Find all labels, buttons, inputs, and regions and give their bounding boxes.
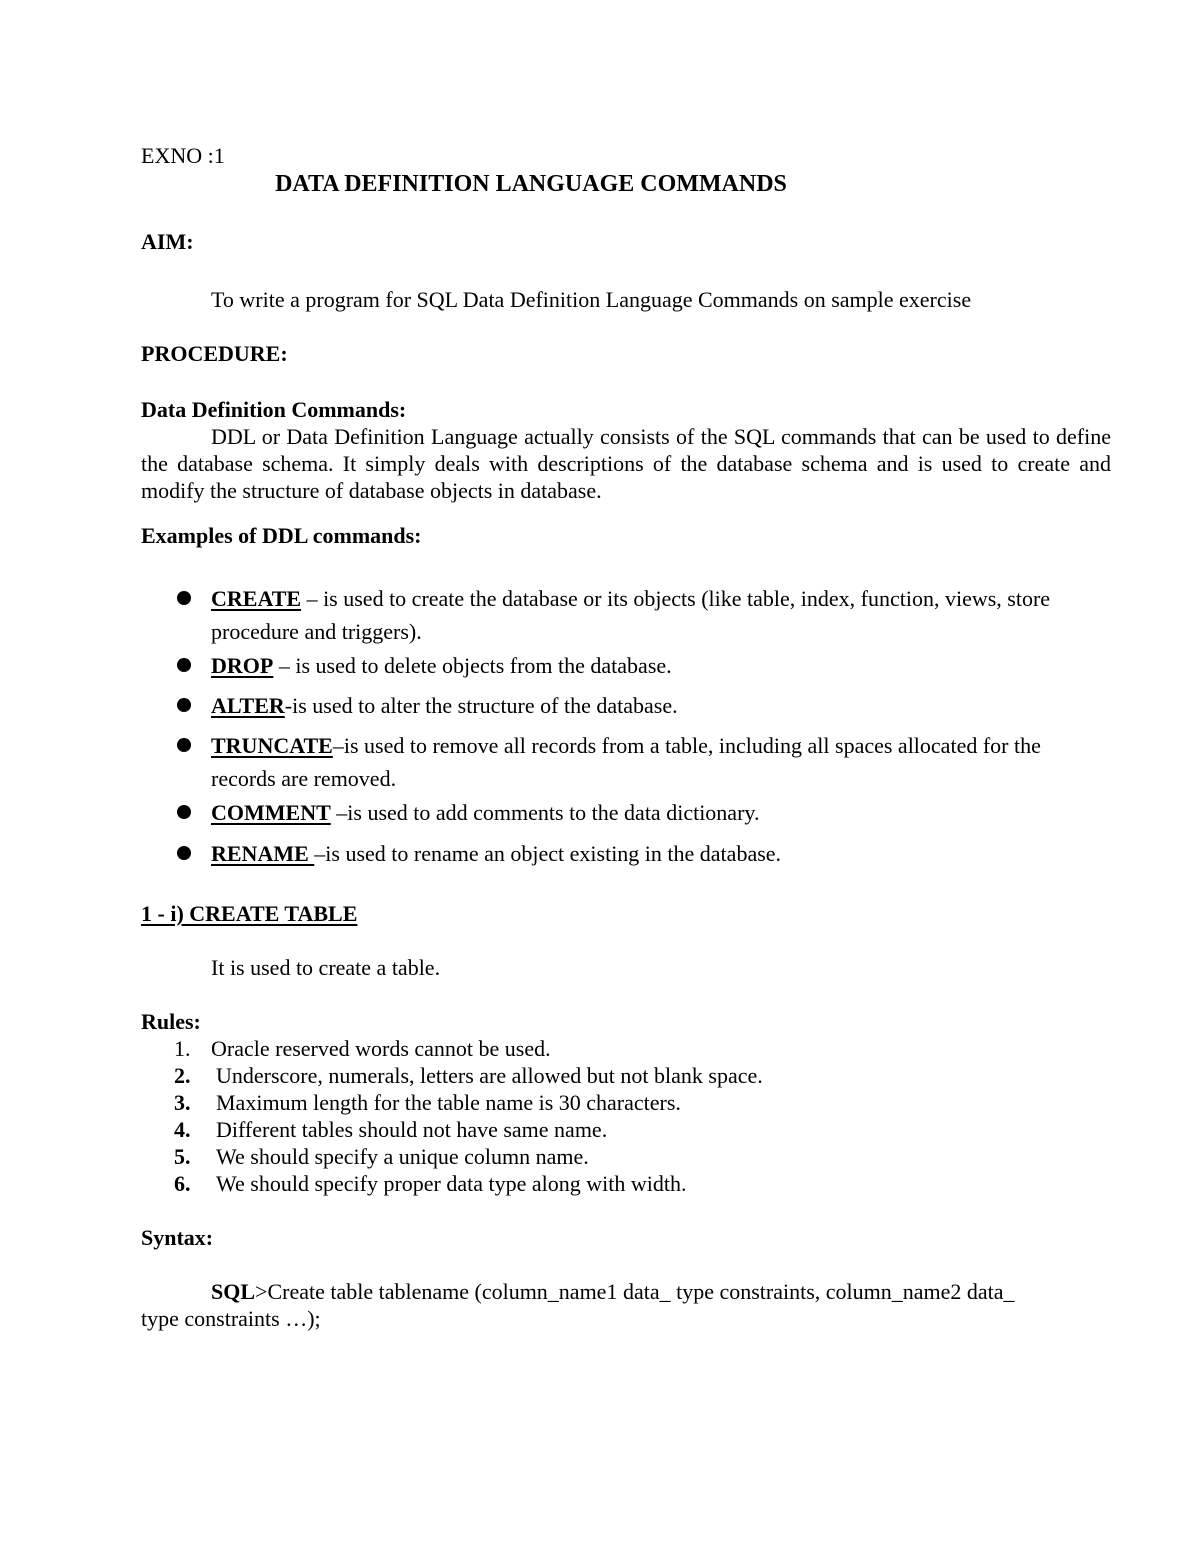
command-term: RENAME [211,841,315,866]
aim-text: To write a program for SQL Data Definition Language Commands on sample exercise [211,287,972,312]
ddc-heading: Data Definition Commands: [141,397,407,422]
create-table-heading: 1 - i) CREATE TABLE [141,901,358,926]
list-item [211,649,1111,682]
rule-text: We should specify proper data type along with width. [216,1171,687,1196]
list-item [211,796,1111,829]
rules-heading: Rules: [141,1009,201,1034]
command-term: TRUNCATE [211,733,333,758]
syntax-line-2: type constraints …); [141,1306,321,1331]
command-desc: – is used to create the database or its objects (like table, index, function, views, store procedure and triggers). [211,586,1051,644]
bullet-icon [177,698,191,712]
list-item [211,582,1111,648]
rule-text: Maximum length for the table name is 30 characters. [216,1090,681,1115]
command-desc: – is used to delete objects from the database. [273,653,672,678]
command-desc: -is used to alter the structure of the database. [284,693,678,718]
rule-text: Different tables should not have same name. [216,1117,608,1142]
list-item [211,689,1111,722]
bullet-icon [177,658,191,672]
command-term: COMMENT [211,800,331,825]
command-term: ALTER [211,693,285,718]
create-table-text: It is used to create a table. [211,955,441,980]
rule-number: 4. [174,1117,191,1142]
bullet-icon [177,738,191,752]
aim-heading: AIM: [141,229,194,254]
rule-number: 1. [174,1036,191,1061]
command-desc: –is used to rename an object existing in the database. [314,841,782,866]
rule-number: 5. [174,1144,191,1169]
rule-text: Oracle reserved words cannot be used. [211,1036,551,1061]
sql-prompt: SQL [211,1279,256,1304]
ddc-paragraph: DDL or Data Definition Language actually consists of the SQL commands that can be used to define the database schema. It simply deals with descriptions of the database schema and is used to create and modify the structure of database objects in database. [141,424,1111,503]
examples-heading: Examples of DDL commands: [141,523,422,548]
syntax-heading: Syntax: [141,1225,214,1250]
rule-number: 6. [174,1171,191,1196]
syntax-line-1 [211,1279,1015,1305]
exercise-number: EXNO :1 [141,143,225,168]
list-item [211,729,1111,795]
procedure-heading: PROCEDURE: [141,341,288,366]
command-term: DROP [211,653,274,678]
rule-number: 3. [174,1090,191,1115]
list-item [211,837,1111,870]
bullet-icon [177,591,191,605]
bullet-icon [177,846,191,860]
rule-text: Underscore, numerals, letters are allowed but not blank space. [216,1063,763,1088]
syntax-statement: >Create table tablename (column_name1 data_ type constraints, column_name2 data_ [255,1279,1015,1304]
page-title: DATA DEFINITION LANGUAGE COMMANDS [275,171,787,197]
rule-text: We should specify a unique column name. [216,1144,589,1169]
command-desc: –is used to add comments to the data dictionary. [330,800,760,825]
command-term: CREATE [211,586,302,611]
command-desc: –is used to remove all records from a table, including all spaces allocated for the records are removed. [211,733,1041,791]
bullet-icon [177,805,191,819]
rule-number: 2. [174,1063,191,1088]
